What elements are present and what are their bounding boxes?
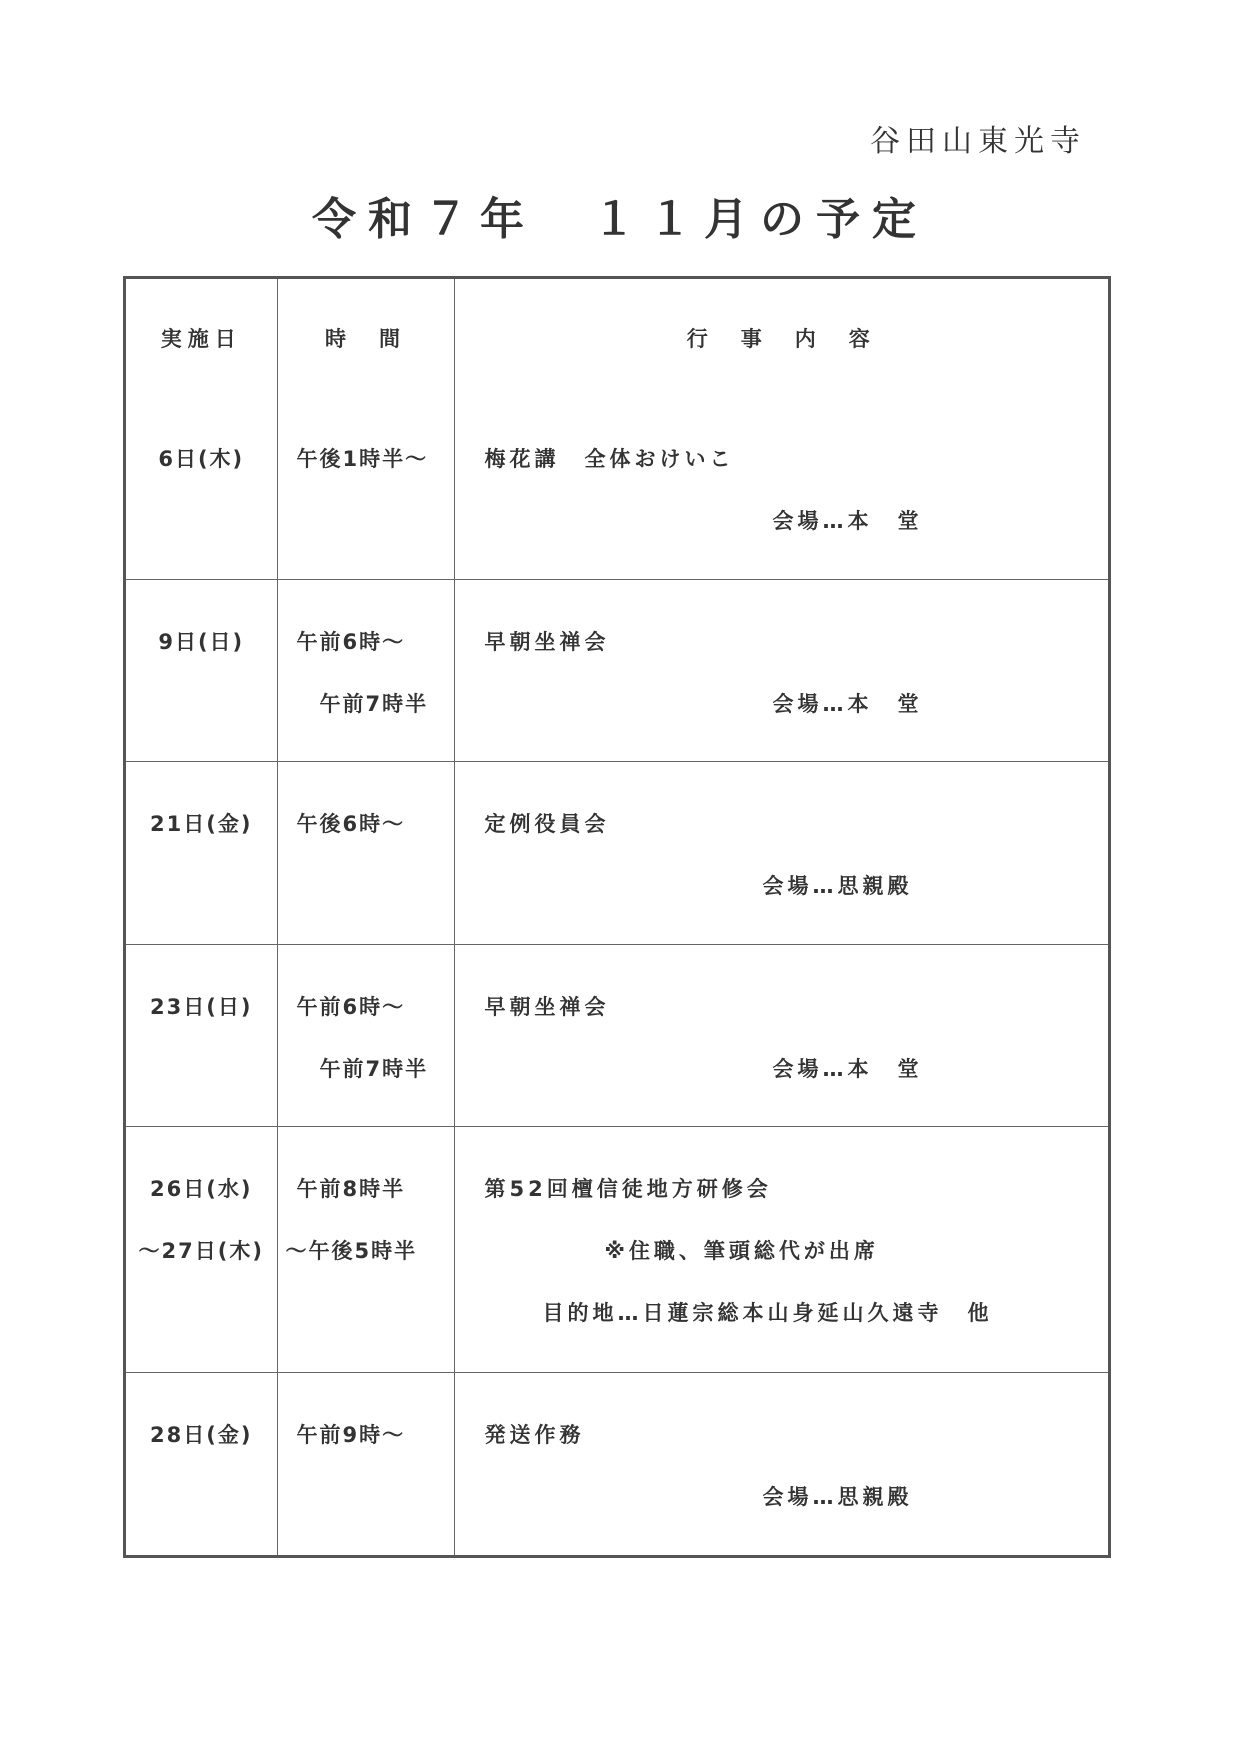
table-row <box>126 1373 1108 1556</box>
event-cell <box>454 1373 1108 1556</box>
event-venue: 会場…本 堂 <box>772 1056 923 1081</box>
time-cell <box>277 762 454 944</box>
date-text: 21日(金) <box>150 812 253 837</box>
date-text: 23日(日) <box>150 994 253 1019</box>
table-row <box>126 397 1108 579</box>
event-venue: 会場…本 堂 <box>772 509 923 533</box>
event-name: 早朝坐禅会 <box>484 994 610 1019</box>
page-title: 令和７年 １１月の予定 <box>312 194 928 245</box>
event-name: 早朝坐禅会 <box>484 629 610 654</box>
event-name: 梅花講 全体おけいこ <box>484 447 735 471</box>
event-venue: 会場…本 堂 <box>772 691 923 716</box>
date-end: ～27日(木) <box>138 1239 264 1264</box>
time-start: 午前6時～ <box>296 629 406 654</box>
table-row <box>126 762 1108 944</box>
time-text: 午前9時～ <box>296 1423 406 1447</box>
column-header-event: 行 事 内 容 <box>454 279 1108 397</box>
column-header-date: 実施日 <box>126 279 277 397</box>
time-end: 午前7時半 <box>319 691 429 716</box>
event-name: 発送作務 <box>484 1423 585 1447</box>
event-venue: 会場…思親殿 <box>762 874 913 899</box>
time-start: 午前6時～ <box>296 994 406 1019</box>
table-row <box>126 579 1108 761</box>
time-cell <box>277 944 454 1126</box>
table-header-row <box>126 279 1108 397</box>
time-text: 午後1時半～ <box>296 447 429 471</box>
time-end: 午前7時半 <box>319 1056 429 1081</box>
event-venue: 会場…思親殿 <box>762 1485 913 1509</box>
event-destination: 目的地…日蓮宗総本山身延山久遠寺 他 <box>542 1301 993 1326</box>
date-text: 6日(木) <box>158 447 245 471</box>
event-cell <box>454 1127 1108 1373</box>
event-cell <box>454 944 1108 1126</box>
event-cell <box>454 579 1108 761</box>
date-cell <box>126 944 277 1126</box>
event-name: 第52回檀信徒地方研修会 <box>484 1177 772 1202</box>
date-cell <box>126 397 277 579</box>
time-cell <box>277 1373 454 1556</box>
date-text: 28日(金) <box>150 1423 253 1447</box>
event-name: 定例役員会 <box>484 812 610 837</box>
time-end: ～午後5時半 <box>285 1239 418 1264</box>
event-cell <box>454 762 1108 944</box>
time-text: 午後6時～ <box>296 812 406 837</box>
date-cell <box>126 1373 277 1556</box>
event-note: ※住職、筆頭総代が出席 <box>604 1239 879 1264</box>
schedule-table <box>123 276 1111 1558</box>
time-start: 午前8時半 <box>296 1177 406 1202</box>
time-cell <box>277 579 454 761</box>
column-header-time: 時 間 <box>277 279 454 397</box>
date-text: 9日(日) <box>158 629 245 654</box>
date-cell <box>126 1127 277 1373</box>
date-start: 26日(水) <box>150 1177 253 1202</box>
time-cell <box>277 397 454 579</box>
event-cell <box>454 397 1108 579</box>
table-row <box>126 1127 1108 1373</box>
time-cell <box>277 1127 454 1373</box>
temple-name: 谷田山東光寺 <box>870 124 1086 159</box>
table-row <box>126 944 1108 1126</box>
date-cell <box>126 579 277 761</box>
date-cell <box>126 762 277 944</box>
